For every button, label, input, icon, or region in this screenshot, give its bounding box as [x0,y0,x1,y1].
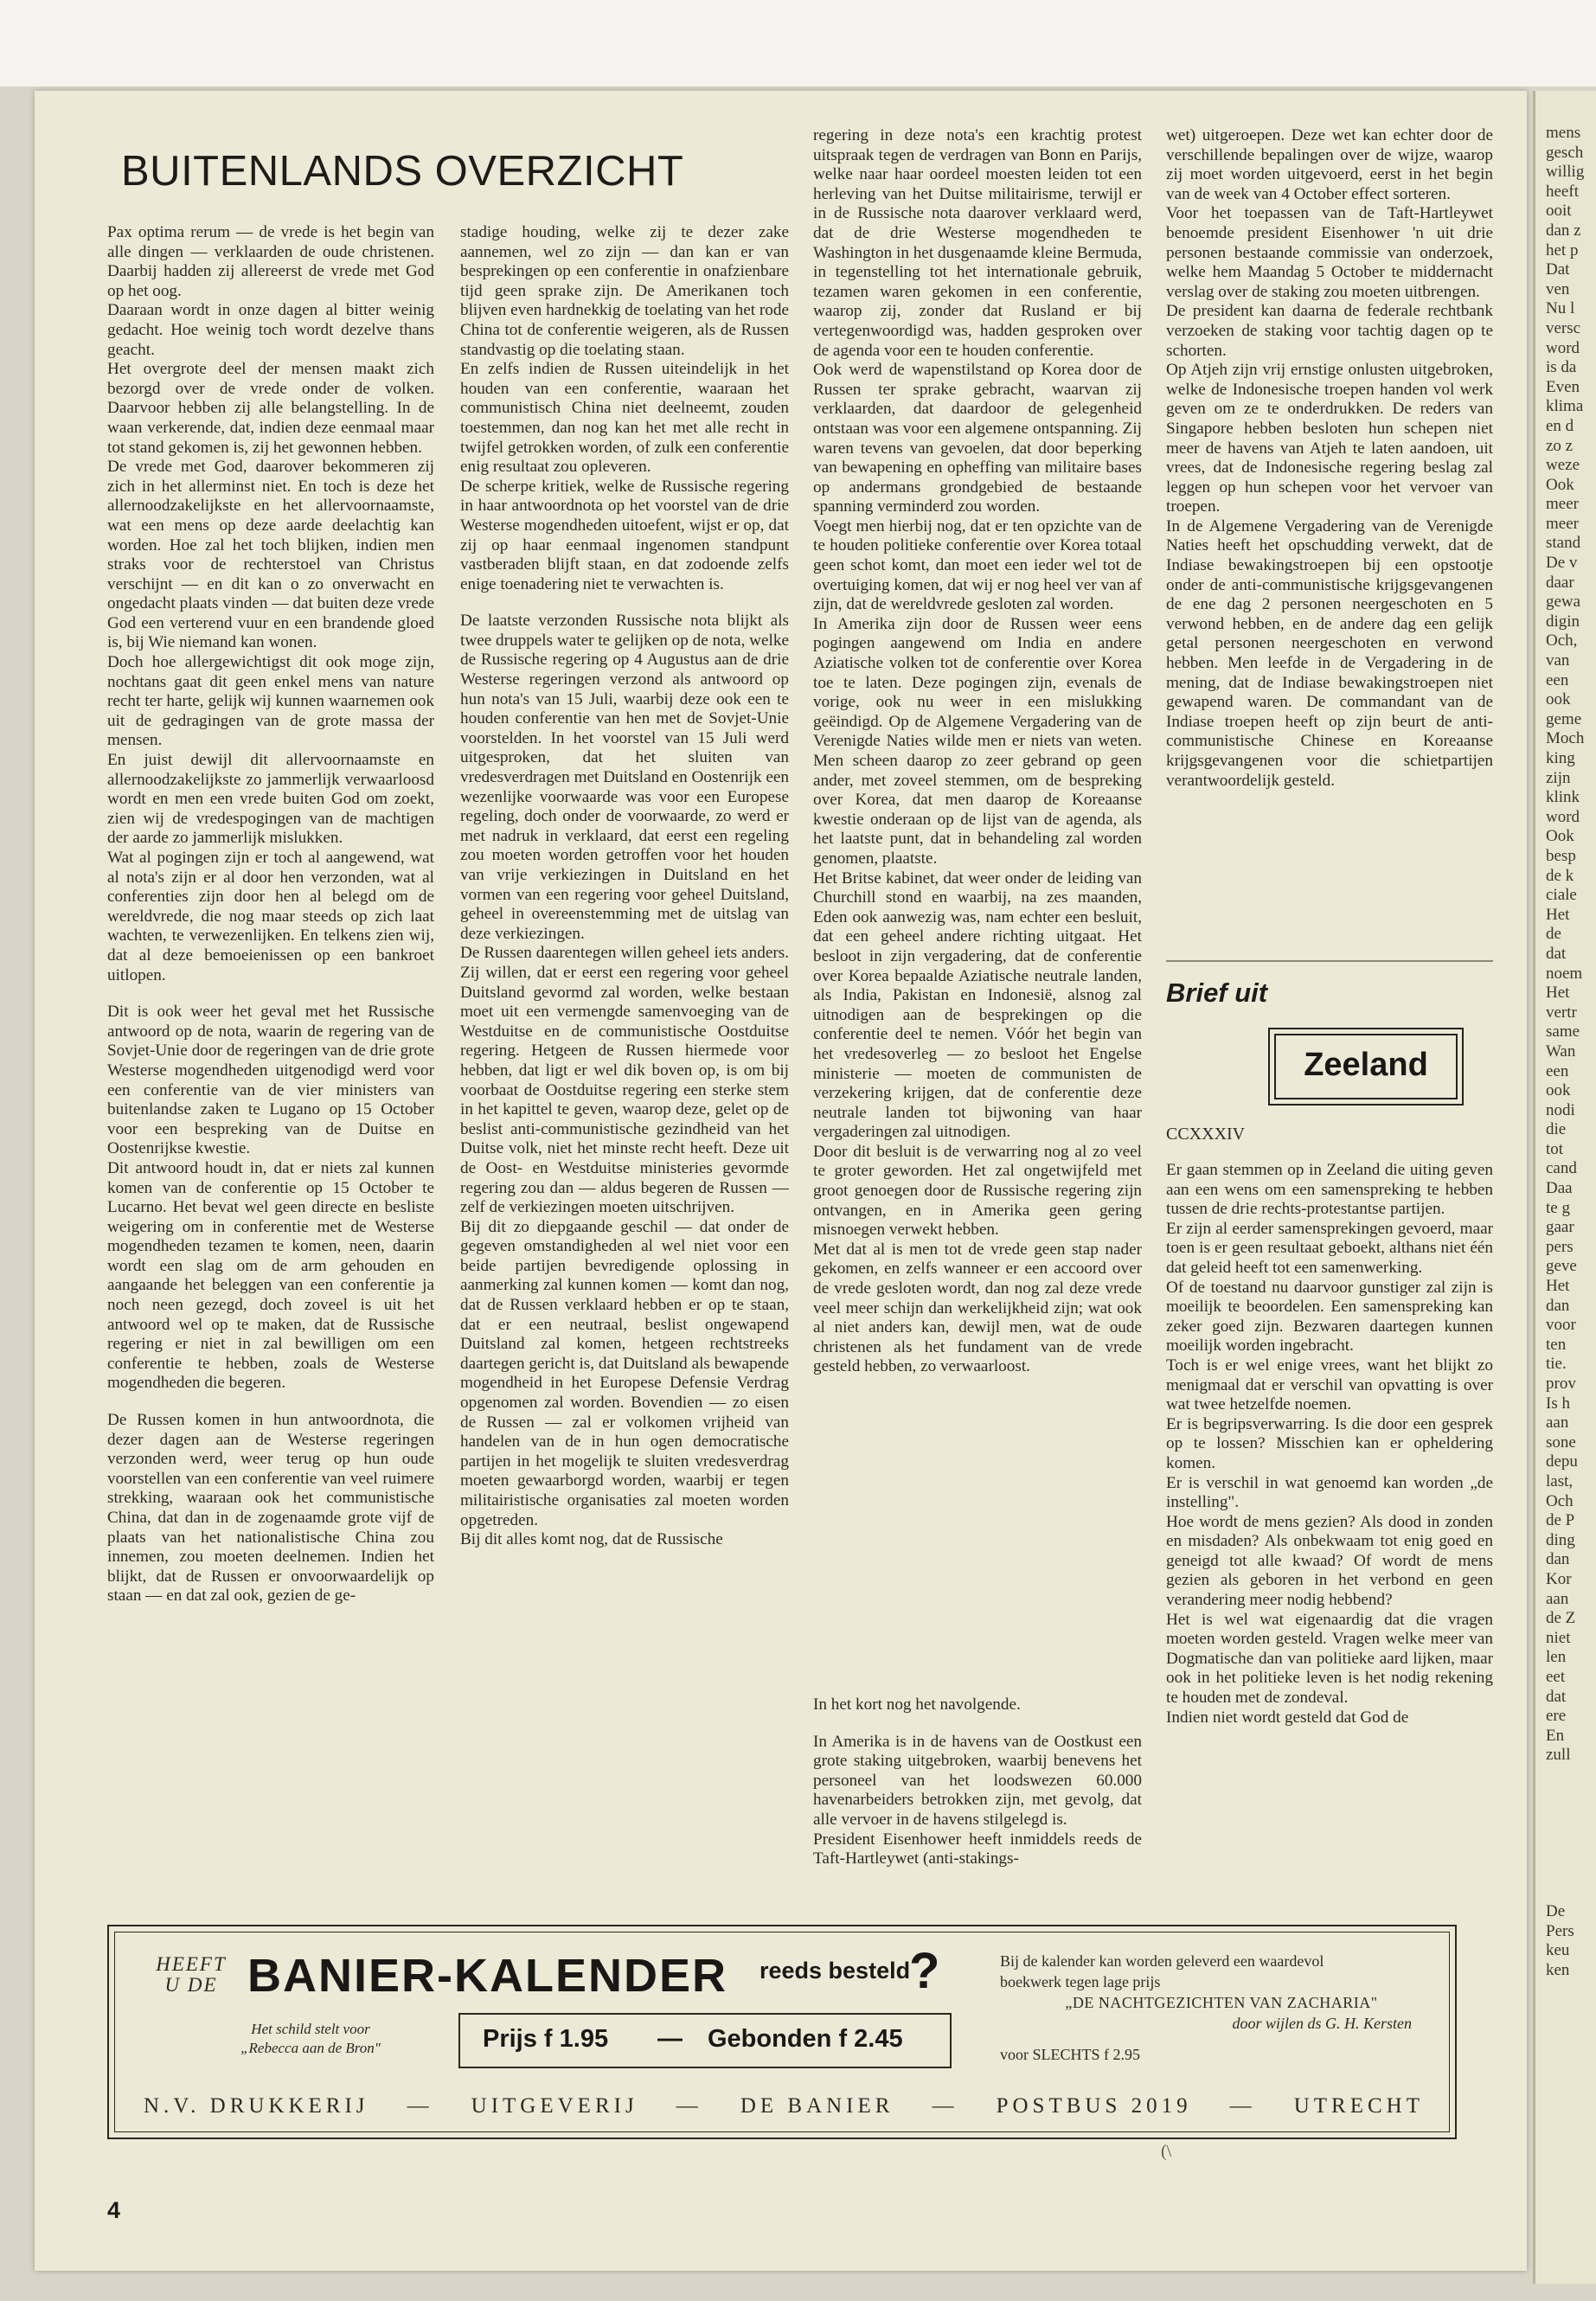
briefs-heading: In het kort nog het navolgende. [813,1695,1021,1714]
ad-schild-line: Het schild stelt voor [251,2021,370,2037]
paragraph: stadige houding, welke zij te dezer zake aannemen, wel zo zijn — dan kan er van besprekingen op een conferentie in onafzienbare tijd geen sprake zijn. De Amerikanen toch blijven even hardnekkig de toelating van het rode China tot de conferentie weigeren, als de Russen standvastig op die toelating staan. [460,223,789,359]
paragraph: Toch is er wel enige vrees, want het blijkt zo menigmaal dat er verschil van opvatting is over wat twee hetzelfde noemen. [1166,1356,1493,1414]
paragraph: Het overgrote deel der mensen maakt zich bezorgd over de vrede onder de volken. Daarvoor hebben zij alle belangstelling. In de waan verkerende, dat, indien deze eenmaal maar tot stand gekomen is, zij het gewonnen hebben. [107,360,434,457]
section-divider [1166,960,1493,962]
paragraph: Ook werd de wapenstilstand op Korea door de Russen ter sprake gebracht, waarvan zij verklaarden, dat daardoor de gelegenheid ontstaan was voor een algemene ontspanning. Zij waren tevens van gevoelen, dat door beperking van bewapening en opheffing van militaire bases op andermans grondgebied de bestaande spanning verminderd zou worden. [813,361,1142,516]
column-3 [813,126,1142,1377]
column-4-brief [1166,1161,1493,1727]
paragraph: Dit antwoord houdt in, dat er niets zal kunnen komen van de conferentie op 15 October te Lucarno. Het bevat wel geen directe en besliste weigering om in conferentie met de Westerse mogendheden tezamen te komen, neen, daarin wordt een slag om de arm gehouden en aangaande het beleggen van een conferentie ja noch neen gezegd, doch zoveel is uit het antwoord wel op te maken, dat de Russische regering er niet in zal bewilligen om een conferentie te hebben, zoals de Westerse mogendheden die begeren. [107,1158,434,1393]
ad-book-author: door wijlen ds G. H. Kersten [1232,2015,1412,2032]
paragraph: Daaraan wordt in onze dagen al bitter weinig gedacht. Hoe weinig toch wordt dezelve thans geacht. [107,301,434,359]
ad-footer-item: — [932,2094,958,2118]
paragraph: Bij dit alles komt nog, dat de Russische [460,1530,723,1549]
paragraph: De laatste verzonden Russische nota blijkt als twee druppels water te gelijken op de nota, welke de Russische regering op 4 Augustus aan de drie Westerse regeringen verzond als antwoord op hun nota's van 15 Juli, waarbij deze ook een te houden conferentie van hen met de Sovjet-Unie voorstelden. In het voorstel van 15 Juli werd uitgesproken, dat het sluiten van vredesverdragen met Duitsland en Oostenrijk een wezenlijke voorwaarde was voor een Europese regeling, doch onder de voorwaarde, zo werd er met nadruk in verklaard, dat eerst een regeling zou moeten worden getroffen voor het houden van vrije verkiezingen in Duitsland en het vormen van een regering voor geheel Duitsland, geheel in overeenstemming met de uitslag van deze verkiezingen. [460,612,789,943]
paragraph: Voegt men hierbij nog, dat er ten opzichte van de te houden politieke conferentie over Korea totaal geen schot komt, dan moet een ieder wel tot de overtuiging komen, dat wij er nog heel ver van af zijn, dat de wereldvrede gesloten zal worden. [813,516,1142,614]
paragraph: Door dit besluit is de verwarring nog al zo veel te groter geworden. Het zal ongetwijfeld met groot genoegen door de Russische regering zijn ontvangen, en in Amerika geen gering misnoegen verwekt hebben. [813,1142,1142,1240]
zeeland-title-box [1268,1028,1464,1106]
banier-kalender-advertisement [107,1925,1457,2139]
ad-heeft-text [144,1954,239,1996]
paragraph: De president kan daarna de federale rechtbank verzoeken de staking voor tachtig dagen op te schorten. [1166,302,1493,360]
ad-footer-item: N.V. DRUKKERIJ [144,2094,369,2118]
paragraph: En juist dewijl dit allervoornaamste en allernoodzakelijkste zo jammerlijk verwaarloosd wordt en men een vrede buiten God om zoekt, zien wij de vredespogingen van de machtigen der aarde zo jammerlijk mislukken. [107,751,434,848]
paragraph: Met dat al is men tot de vrede geen stap nader gekomen, en zelfs wanneer er een accoord over de vrede gesloten wordt, dan nog zal deze vrede veel meer schijn dan werkelijkheid zijn; wat ook al niet anders kan, dewijl men, wat de oude christenen als het fundament van de vrede gesteld hebben, zo verwaarloost. [813,1240,1142,1376]
paragraph: Er is begripsverwarring. Is die door een gesprek op te lossen? Misschien kan er opheldering komen. [1166,1414,1493,1472]
column-2 [460,223,789,1550]
ad-footer-item: — [407,2094,433,2118]
paragraph: Op Atjeh zijn vrij ernstige onlusten uitgebroken, welke de Indonesische troepen handen vol werk geven om ze te onderdrukken. De reders van Singapore hebben besloten hun schepen niet meer de havens van Atjeh te laten aandoen, uit vrees, dat de Indonesische regering beslag zal leggen op hun schepen voor het vervoer van troepen. [1166,361,1493,516]
paragraph: Er zijn al eerder samensprekingen gevoerd, maar toen is er geen resultaat geboekt, althans niet één dat geleid heeft tot een samenwerking. [1166,1219,1493,1277]
ad-footer-item: POSTBUS 2019 [996,2094,1192,2118]
paragraph: Er is verschil in wat genoemd kan worden „de instelling". [1166,1473,1493,1512]
paragraph: Wat al pogingen zijn er toch al aangewend, wat al nota's zijn er al door hen verzonden, wat al conferenties zijn door hen al belegd om de wereldvrede, die nog maar steeds op zich laat wachten, te verwezenlijken. En telkens zien wij, dat al deze bemoeienissen op een bankroet uitlopen. [107,849,434,984]
page-title: BUITENLANDS OVERZICHT [121,148,684,195]
ad-book-price: voor SLECHTS f 2.95 [1000,2046,1140,2063]
ad-banner-title: BANIER-KALENDER [247,1950,727,2002]
ad-footer-item: — [676,2094,702,2118]
paragraph: Doch hoe allergewichtigst dit ook moge zijn, nochtans gaat dit geen enkel mens van nature recht ter harte, gelijk wij kunnen waarnemen ook uit de gedragingen van de grote massa der mensen. [107,653,434,750]
paragraph: regering in deze nota's een krachtig protest uitspraak tegen de verdragen van Bonn en Parijs, welke naar haar oordeel moesten leiden tot een herleving van het Duitse militairisme, terwijl er in de Russische nota daarover verklaard werd, dat de drie Westerse mogendheden te Washington in het dusgenaamde kleine Bermuda, in tegenstelling tot het internationale gebruik, tezamen waren gekomen in een conferentie, waarop zij, zonder dat Rusland er bij vertegenwoordigd was, hadden gesproken over de agenda voor een te houden conferentie. [813,126,1142,360]
paragraph: De vrede met God, daarover bekommeren zij zich in het allerminst niet. En toch is deze het allernoodzakelijkste en het allervoornaamste, wat een mens op deze aarde deelachtig kan worden. Hoe zal het toch blijken, indien men straks voor de rechterstoel van Christus verschijnt — en dit kan o zo onverwacht en ongedacht plaats vinden — dat buiten deze vrede God een verterend vuur en een brandende gloed is, bij Wie niemand kan wonen. [107,458,434,652]
column-1 [107,223,434,1606]
paragraph: wet) uitgeroepen. Deze wet kan echter door de verschillende bepalingen over de wijze, waarop zij moet worden uitgevoerd, eerst in het begin van de week van 4 October effect sorteren. [1166,126,1493,203]
paragraph: Hoe wordt de mens gezien? Als dood in zonden en misdaden? Als onbekwaam tot enig goed en geneigd tot alle kwaad? Of wordt de mens gezien als geboren in het verbond en geen verandering meer nodig hebbend? [1166,1512,1493,1610]
ad-publisher-line [144,2094,1424,2118]
ad-heeft-line: U DE [164,1974,218,1996]
ad-question-mark: ? [909,1943,940,1999]
paragraph: Het is wel wat eigenaardig dat die vragen moeten worden gesteld. Vragen welke meer van Dogmatische dan van politieke aard lijken, maar ook in het politieke leven is het nodig rekening te houden met de zondeval. [1166,1610,1493,1708]
ad-besteld: reeds besteld [760,1958,911,1984]
ad-footer-item: UITGEVERIJ [471,2094,638,2118]
paragraph: President Eisenhower heeft inmiddels reeds de Taft-Hartleywet (anti-stakings- [813,1830,1142,1868]
zeeland-title: Zeeland [1304,1047,1428,1083]
paragraph: In Amerika zijn door de Russen weer eens pogingen aangewend om India en andere Aziatische volken tot de conferentie over Korea toe te laten. Deze pogingen zijn, evenals de vorige, ook nu weer in een mislukking geëindigd. Op de Algemene Vergadering van de Verenigde Naties wilde men er niets van weten. Men scheen daarop zo zeer gebrand op geen ander, met zoveel stemmen, om de bespreking over Korea, dat men daarop de Koreaanse kwestie onderaan op de lijst van de agenda, als het laatste punt, dat in behandeling zal worden genomen, plaatste. [813,614,1142,868]
page-number: 4 [107,2197,121,2223]
paragraph: Er gaan stemmen op in Zeeland die uiting geven aan een wens om een samenspreking te hebben tussen de drie rechts-protestantse partijen. [1166,1161,1493,1219]
brief-uit-label: Brief uit [1166,977,1268,1008]
paragraph: De scherpe kritiek, welke de Russische regering in haar antwoordnota op het voorstel van de drie Westerse mogendheden uitoefent, wijst er op, dat zij op haar eenmaal ingenomen standpunt vastberaden blijft staan, en dat zodoende zelfs enige toenadering niet te verwachten is. [460,477,789,593]
ad-bound-price: Gebonden f 2.45 [708,2025,903,2053]
ad-book-offer [1000,1951,1443,2065]
ad-price-box [458,2013,952,2068]
ad-heeft-line: HEEFT [156,1953,227,1975]
library-mark: (\ [1161,2142,1172,2161]
adjacent-page-strip [1533,91,1596,2284]
ad-schild-caption [237,2020,384,2058]
paragraph: Of de toestand nu daarvoor gunstiger zal zijn is moeilijk te beoordelen. Een samenspreking kan zeker goed zijn. Bezwaren daartegen kunnen moeilijk worden ingebracht. [1166,1278,1493,1356]
column-3-briefs [813,1695,1142,1869]
ad-price-dash: — [657,2025,683,2053]
paragraph: Indien niet wordt gesteld dat God de [1166,1708,1409,1727]
ad-schild-line: „Rebecca aan de Bron" [240,2040,381,2056]
ad-offer-line: boekwerk tegen lage prijs [1000,1973,1161,1990]
scan-background [0,0,1596,87]
paragraph: Bij dit zo diepgaande geschil — dat onder de gegeven omstandigheden al wel niet voor een beide partijen bevredigende oplossing in aanmerking zal kunnen komen — komt dan nog, dat de Russen verklaard hebben er op te staan, dat er een neutraal, beslist ongewapend Duitsland zal komen, hetgeen rechtstreeks daartegen gericht is, dat Duitsland als bewapende mogendheid in het Europese Defensie Verdrag opgenomen zal worden. Bovendien — zo eisen de Russen — zal er volkomen vrijheid van handelen van de in hun ogen democratische partijen in het mogelijk te sluiten vredesverdrag moeten gewaarborgd worden, waarbij er tegen militairistische organisaties zal moeten worden opgetreden. [460,1217,789,1529]
ad-footer-item: DE BANIER [740,2094,894,2118]
adjacent-page-text: mens gesch willig heeft ooit dan z het p Dat ven Nu l versc word is da Even klima en d zo z weze Ook meer meer stand De v daar gewa digin Och, van een ook geme Moch king zijn klink word Ook besp de k ciale Het de dat noem Het vertr same Wan een ook nodi die tot cand Daa te g gaar pers geve Het dan voor ten tie. prov Is h aan sone depu last, Och de P ding dan Kor aan de Z niet len eet dat ere En zull De Pers keu ken [1546,124,1585,1979]
paragraph: En zelfs indien de Russen uiteindelijk in het houden van een conferentie, waaraan het communistisch China niet deelneemt, zouden toestemmen, dan nog kan het met alle recht in twijfel getrokken worden, of zulk een conferentie enig resultaat zou opleveren. [460,360,789,477]
ad-price: Prijs f 1.95 [483,2025,609,2053]
paragraph: In de Algemene Vergadering van de Verenigde Naties heeft het opschudding verwekt, dat de Indiase bewakingstroepen bij een opstootje onder de anti-communistische krijgsgevangenen de ene dag 2 personen neergeschoten en 5 verwond hebben, en de andere dag een gelijk getal personen neergeschoten en verwond hebben. Men leefde in de Vergadering in de mening, dat de Indiase bewakingstroepen niet gewapend waren. De commandant van de Indiase troepen heeft op zijn beurt de anti-communistische Chinese en Koreaanse krijgsgevangenen voor die schietpartijen verantwoordelijk gesteld. [1166,516,1493,790]
paragraph: Het Britse kabinet, dat weer onder de leiding van Churchill stond en waarbij, na zes maanden, Eden ook aanwezig was, nam echter een besluit, dat een geheel andere richting uitgaat. Het besloot in zijn vergadering, dat de conferentie over Korea bepaalde Aziatische neutrale landen, als India, Pakistan en Indonesië, alsnog zal uitnodigen aan de besprekingen op die conferentie deel te nemen. Vóór het begin van het vredesoverleg — zo besloot het Engelse ministerie — moeten de communisten de verzekering krijgen, dat de conferentie deze neutrale landen tot bijwoning van haar vergaderingen zal uitnodigen. [813,868,1142,1142]
paragraph: Voor het toepassen van de Taft-Hartleywet benoemde president Eisenhower 'n uit drie personen bestaande commissie van onderzoek, welke hem Maandag 5 October te middernacht verslag over de staking zou moeten uitbrengen. [1166,204,1493,301]
paragraph: Dit is ook weer het geval met het Russische antwoord op de nota, waarin de regering van de Sovjet-Unie door de regeringen van de drie grote Westerse mogendheden uitgenodigd werd voor een conferentie van de vier ministers van buitenlandse zaken te Lugano op 15 October voor een bespreking van de Duitse en Oostenrijkse kwestie. [107,1003,434,1158]
column-4 [1166,126,1493,791]
ad-offer-line: Bij de kalender kan worden geleverd een waardevol [1000,1952,1324,1970]
ad-footer-item: — [1229,2094,1256,2118]
paragraph: De Russen komen in hun antwoordnota, die dezer dagen aan de Westerse regeringen verzonden werd, weer terug op hun oude voorstellen van een conferentie van veel ruimere strekking, waaraan ook het communistische China, dat dan in de zogenaamde grote vijf de plaats van het nationalistische China zou innemen, zou moeten deelnemen. Indien het blijkt, dat de Russen er onvoorwaardelijk op staan — en dat zal ook, gezien de ge- [107,1411,434,1606]
letter-number: CCXXXIV [1166,1125,1246,1144]
paragraph: De Russen daarentegen willen geheel iets anders. Zij willen, dat er eerst een regering voor geheel Duitsland gevormd zal worden, welke bestaan moet uit een vermengde samenvoeging van de Westduitse en de communistische Oostduitse regering. Hetgeen de Russen hiermede voor hebben, dat ligt er wel dik boven op, is om bij voorbaat de Oostduitse regering een sterke stem in het kapittel te geven, waarop deze, gelet op de beslist anti-communistische gezindheid van het Duitse volk, niet het minste recht heeft. Deze uit de Oost- en Westduitse ministeries gevormde regering zou dan — aldus begeren de Russen — zelf de verkiezingen moeten uitschrijven. [460,944,789,1217]
ad-book-title: „DE NACHTGEZICHTEN VAN ZACHARIA" [1065,1994,1378,2011]
ad-footer-item: UTRECHT [1293,2094,1424,2118]
paragraph: In Amerika is in de havens van de Oostkust een grote staking uitgebroken, waarbij benevens het personeel van het loodswezen 60.000 havenarbeiders betrokken zijn, met gevolg, dat alle vervoer in de havens stilgelegd is. [813,1732,1142,1829]
paragraph: Pax optima rerum — de vrede is het begin van alle dingen — verklaarden de oude christenen. Daarbij hadden zij allereerst de vrede met God op het oog. [107,223,434,300]
